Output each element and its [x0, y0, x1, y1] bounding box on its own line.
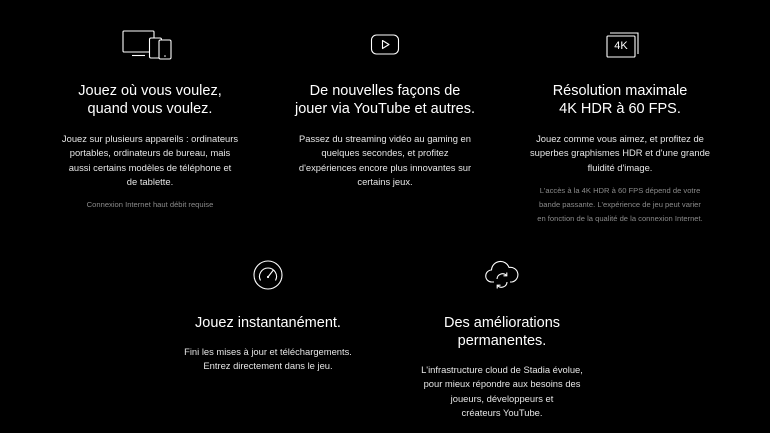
- feature-description: L'infrastructure cloud de Stadia évolue, pour mieux répondre aux besoins des joueurs, développeurs et créateurs YouTube.: [421, 364, 583, 418]
- cloud-sync-icon: [397, 257, 607, 293]
- 4k-icon-label: 4K: [614, 40, 628, 52]
- play-button-icon: [280, 28, 490, 62]
- feature-title: Résolution maximale 4K HDR à 60 FPS.: [552, 83, 688, 117]
- speedometer-icon: [168, 257, 368, 293]
- feature-description: Jouez comme vous aimez, et profitez de superbes graphismes HDR et d'une grande fluidité d'image.: [529, 133, 710, 173]
- feature-title: Jouez où vous voulez, quand vous voulez.: [78, 83, 222, 117]
- 4k-icon: [598, 28, 642, 62]
- feature-instant: [168, 257, 368, 374]
- feature-description: Jouez sur plusieurs appareils : ordinateurs portables, ordinateurs de bureau, mais aussi certains modèles de téléphone et de tablette.: [61, 133, 239, 187]
- feature-note: Connexion Internet haut débit requise: [86, 200, 214, 210]
- feature-description: Passez du streaming vidéo au gaming en quelques secondes, et profitez d'expériences encore plus innovantes sur certains jeux.: [298, 133, 472, 187]
- feature-note: L'accès à la 4K HDR à 60 FPS dépend de votre bande passante. L'expérience de jeu peut varier en fonction de la qualité de la connexion Internet.: [537, 185, 703, 223]
- devices-icon: [50, 28, 250, 62]
- feature-title: Des améliorations permanentes.: [443, 315, 561, 349]
- feature-youtube: [280, 28, 490, 189]
- feature-title: De nouvelles façons de jouer via YouTube et autres.: [294, 83, 476, 117]
- feature-improvements: [397, 257, 607, 420]
- feature-devices: [50, 28, 250, 212]
- feature-4k: [515, 28, 725, 226]
- feature-description: Fini les mises à jour et téléchargements. Entrez directement dans le jeu.: [184, 346, 352, 372]
- feature-title: Jouez instantanément.: [195, 315, 341, 331]
